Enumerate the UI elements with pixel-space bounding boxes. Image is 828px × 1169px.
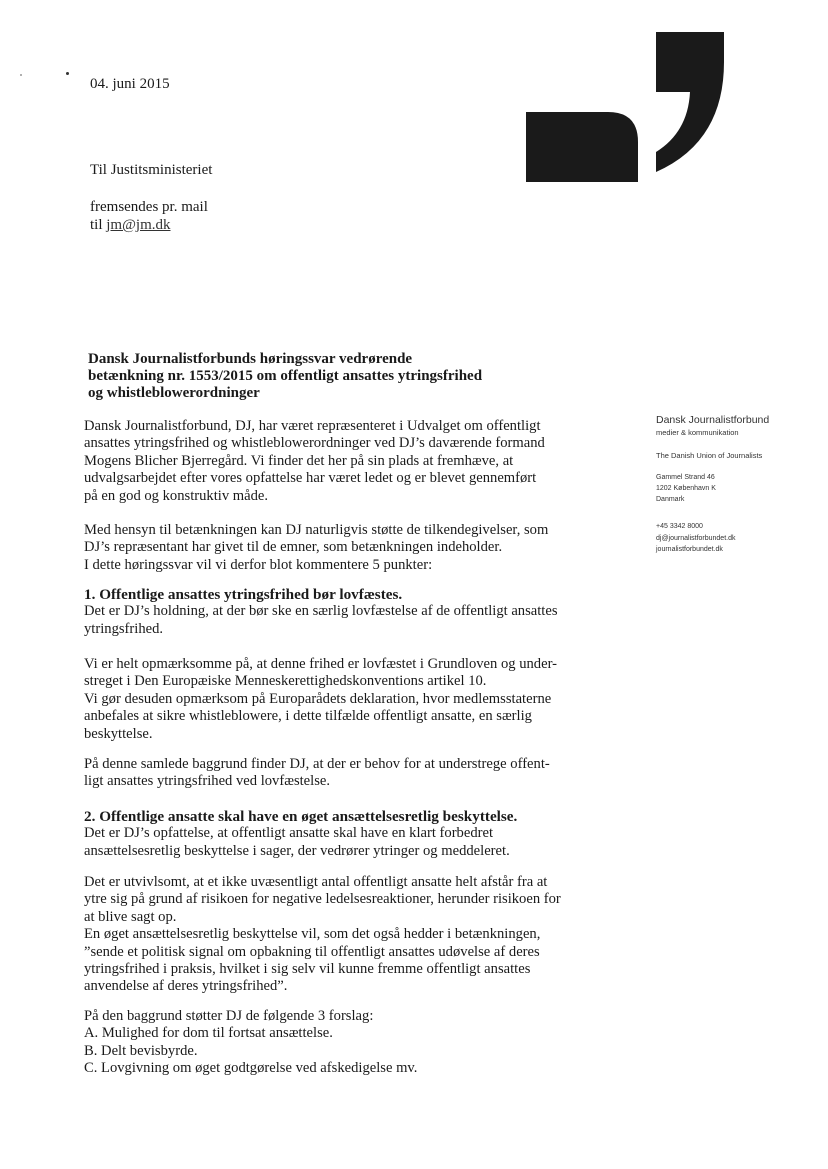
proposal-item: A. Mulighed for dom til fortsat ansættelse.	[84, 1025, 333, 1042]
text-line: at blive sagt op.	[84, 908, 177, 925]
text-line: på en god og konstruktiv måde.	[84, 487, 269, 504]
proposal-item: C. Lovgivning om øget godtgørelse ved afskedigelse mv.	[84, 1060, 418, 1077]
proposal-item: B. Delt bevisbyrde.	[84, 1042, 198, 1059]
text-line: ansattes ytringsfrihed og whistleblowerordninger ved DJ’s daværende formand	[84, 435, 545, 452]
text-line: udvalgsarbejdet efter vores opfattelse har været ledet og er blevet gennemført	[84, 470, 537, 487]
text-line: Med hensyn til betænkningen kan DJ naturligvis støtte de tilkendegivelser, som	[84, 522, 549, 538]
text-line: beskyttelse.	[84, 725, 153, 742]
contact-website[interactable]: journalistforbundet.dk	[656, 546, 723, 553]
text-line: ytringsfrihed i praksis, hvilket i sig selv vil kunne fremme offentligt ansattes	[84, 961, 531, 978]
intro-paragraph-2	[84, 522, 624, 574]
text-line: Dansk Journalistforbund, DJ, har været repræsenteret i Udvalget om offentligt	[84, 418, 541, 434]
section-1-heading: 1. Offentlige ansattes ytringsfrihed bør lovfæstes.	[84, 586, 403, 603]
section-2	[84, 808, 624, 860]
address-line: Danmark	[656, 496, 685, 503]
title-line: og whistleblowerordninger	[88, 385, 260, 401]
title-line: Dansk Journalistforbunds høringssvar vedrørende	[88, 351, 413, 367]
contact-phone: +45 3342 8000	[656, 523, 703, 530]
text-line: DJ’s repræsentant har givet til de emner, som betænkningen indeholder.	[84, 539, 503, 556]
text-line: Det er utvivlsomt, at et ikke uvæsentligt antal offentligt ansatte helt afstår fra at	[84, 874, 548, 890]
scan-speck	[20, 74, 22, 76]
text-line: ”sende et politisk signal om opbakning til offentligt ansattes udøvelse af deres	[84, 943, 540, 960]
contact-email[interactable]: dj@journalistforbundet.dk	[656, 534, 736, 542]
text-line: ansættelsesretlig beskyttelse i sager, der vedrører ytringer og meddeleret.	[84, 842, 510, 859]
send-info	[90, 198, 208, 234]
section-2-proposals	[84, 1008, 624, 1078]
letter-date: 04. juni 2015	[90, 76, 170, 92]
text-line: Det er DJ’s holdning, at der bør ske en særlig lovfæstelse af de offentligt ansattes	[84, 603, 558, 620]
dj-logo	[526, 32, 730, 182]
section-2-heading: 2. Offentlige ansatte skal have en øget ansættelsesretlig beskyttelse.	[84, 808, 518, 825]
logo-d-shape	[526, 112, 638, 182]
sidebar-subtitle: medier & kommunikation	[656, 428, 739, 437]
text-line: anvendelse af deres ytringsfrihed”.	[84, 978, 288, 995]
section-1	[84, 586, 624, 638]
address-line: 1202 København K	[656, 485, 716, 492]
email-link[interactable]: jm@jm.dk	[106, 217, 171, 233]
recipient-line: Til Justitsministeriet	[90, 162, 213, 178]
sidebar-address	[656, 472, 816, 505]
text-line: Vi gør desuden opmærksom på Europarådets deklaration, hvor medlemsstaterne	[84, 690, 552, 707]
text-line: streget i Den Europæiske Menneskerettighedskonventions artikel 10.	[84, 673, 487, 690]
text-line: ytringsfrihed.	[84, 620, 164, 637]
scan-speck	[66, 72, 69, 75]
sidebar-contact	[656, 521, 816, 556]
address-line: Gammel Strand 46	[656, 474, 715, 481]
to-prefix: til	[90, 217, 103, 233]
text-line: ytre sig på grund af risikoen for negative ledelsesreaktioner, herunder risikoen for	[84, 891, 561, 908]
sent-by: fremsendes pr. mail	[90, 199, 208, 215]
text-line: ligt ansattes ytringsfrihed ved lovfæstelse.	[84, 773, 331, 790]
logo-j-shape	[656, 32, 724, 172]
section-1-paragraph-3	[84, 756, 624, 791]
text-line: På den baggrund støtter DJ de følgende 3 forslag:	[84, 1008, 374, 1024]
text-line: Mogens Blicher Bjerregård. Vi finder det her på sin plads at fremhæve, at	[84, 452, 514, 469]
text-line: På denne samlede baggrund finder DJ, at der er behov for at understrege offent-	[84, 756, 550, 772]
section-2-paragraph-2	[84, 874, 624, 996]
text-line: En øget ansættelsesretlig beskyttelse vil, som det også hedder i betænkningen,	[84, 926, 541, 943]
send-to	[90, 216, 208, 234]
text-line: Det er DJ’s opfattelse, at offentligt ansatte skal have en klart forbedret	[84, 825, 494, 842]
intro-paragraph-1	[84, 418, 624, 505]
text-line: Vi er helt opmærksomme på, at denne frihed er lovfæstet i Grundloven og under-	[84, 656, 558, 672]
text-line: I dette høringssvar vil vi derfor blot kommentere 5 punkter:	[84, 556, 433, 573]
sidebar-org: Dansk Journalistforbund	[656, 414, 770, 426]
letterhead-sidebar	[656, 414, 816, 556]
sidebar-union: The Danish Union of Journalists	[656, 451, 763, 460]
text-line: anbefales at sikre whistleblowere, i dette tilfælde offentligt ansatte, en særlig	[84, 708, 532, 725]
section-1-paragraph-2	[84, 656, 624, 743]
document-title	[88, 351, 588, 402]
title-line: betænkning nr. 1553/2015 om offentligt ansattes ytringsfrihed	[88, 368, 483, 384]
